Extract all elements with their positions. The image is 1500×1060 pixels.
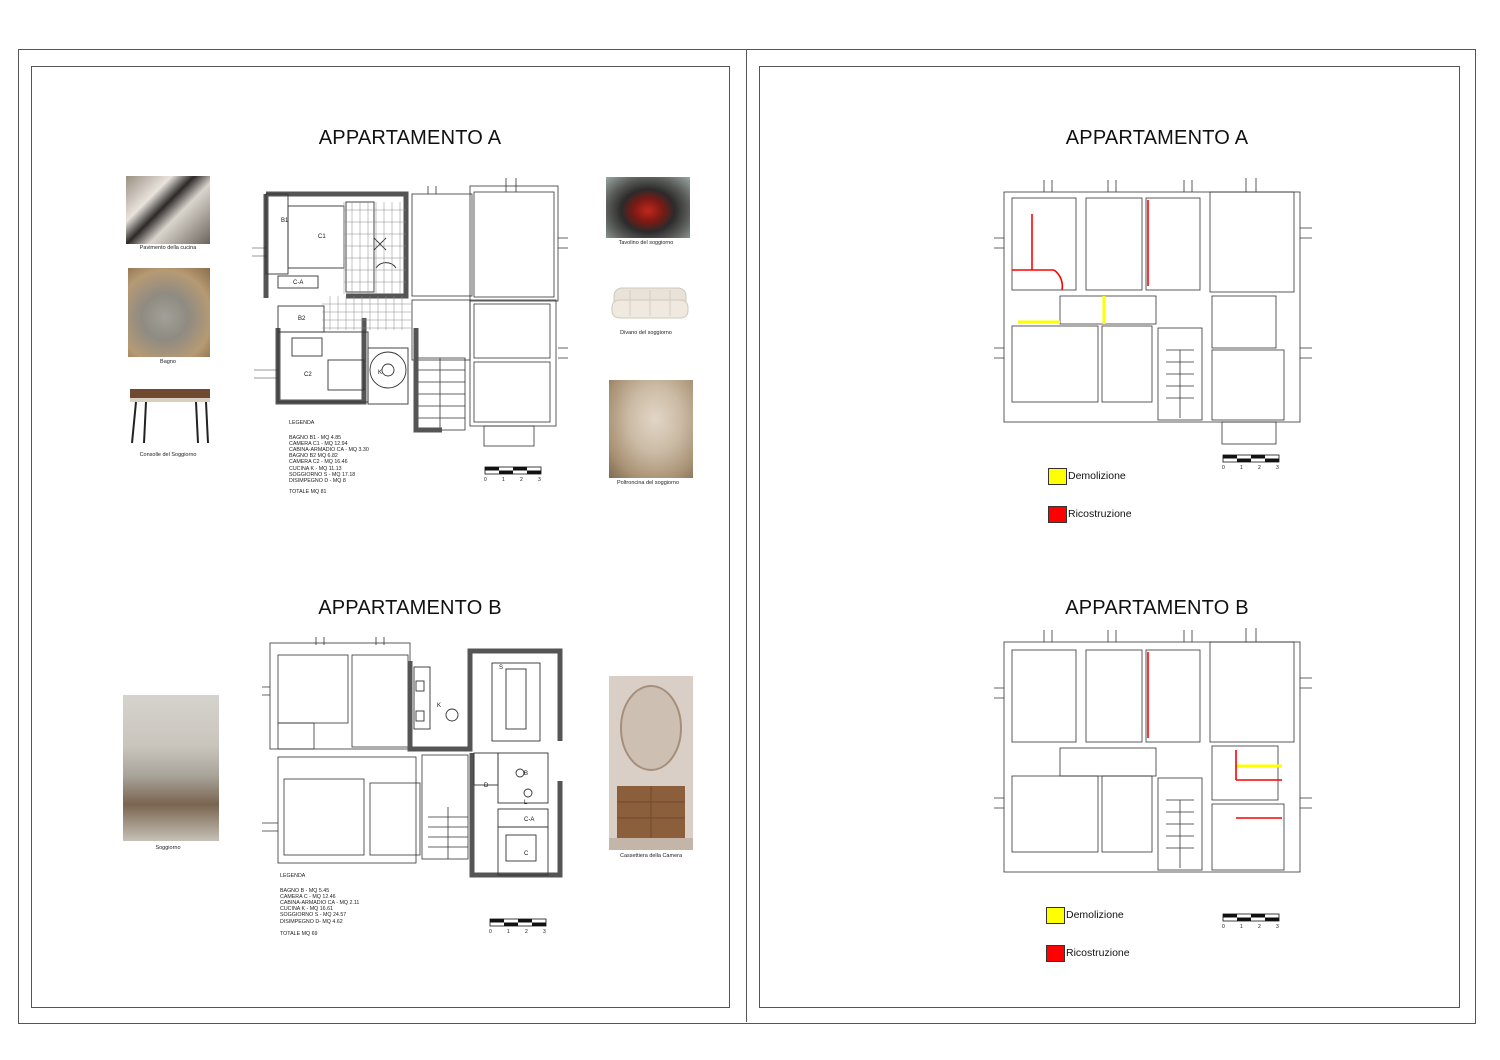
right-b-title: APPARTAMENTO B [1065,597,1249,619]
scale-tick: 3 [1276,924,1279,930]
legend-total: TOTALE MQ 69 [280,930,318,937]
room-label: K [437,703,442,709]
living-room-photo [123,695,219,841]
reconstruction-label: Ricostruzione [1068,508,1132,520]
photo-caption: Cassettiera della Camera [619,853,683,859]
photo-caption: Bagno [160,359,176,365]
left-b-title: APPARTAMENTO B [318,597,502,619]
legend-b [280,873,359,937]
floor-plan-a-works [994,178,1314,448]
legend-line: CUCINA K - MQ 11.13 [289,465,342,472]
photo-caption: Poltroncina del soggiorno [616,480,680,486]
legend-title: LEGENDA [280,873,306,879]
scale-tick: 3 [543,929,546,935]
legend-title: LEGENDA [289,420,315,426]
room-label: C-A [293,280,304,286]
scale-tick: 2 [525,929,528,935]
photo-caption: Divano del soggiorno [620,330,672,336]
room-label: B1 [281,218,289,224]
floor-plan-b [262,637,578,887]
floor-plan-a [252,178,572,450]
scale-tick: 3 [538,477,541,483]
photo-caption: Pavimento della cucina [139,245,197,251]
demolition-label: Demolizione [1066,909,1124,921]
coffee-table-photo [606,177,690,238]
scale-bar [1221,454,1283,472]
reconstruction-label: Ricostruzione [1066,947,1130,959]
scale-tick: 0 [489,929,492,935]
room-label: C2 [304,372,312,378]
scale-tick: 0 [1222,924,1225,930]
right-a-title: APPARTAMENTO A [1065,127,1249,149]
legend-line: BAGNO B2 MQ 6.82 [289,453,338,460]
legend-line: BAGNO B - MQ 5.45 [280,888,330,895]
bathroom-photo [128,268,210,357]
sheet-divider [746,49,747,1022]
scale-tick: 0 [1222,465,1225,471]
room-label: C-A [524,817,535,823]
scale-tick: 1 [1240,924,1243,930]
scale-tick: 2 [1258,465,1261,471]
demolition-label: Demolizione [1068,470,1126,482]
room-label: C [524,851,529,857]
reconstruction-swatch [1046,945,1065,962]
legend-line: DISIMPEGNO D - MQ 8 [289,477,346,484]
scale-tick: 2 [520,477,523,483]
scale-bar [1221,913,1283,931]
room-label: D [484,783,489,789]
legend-line: SOGGIORNO S - MQ 17.18 [289,471,356,478]
armchair-photo [609,380,693,478]
demolition-swatch [1046,907,1065,924]
legend-a [289,420,369,495]
legend-line: CAMERA C2 - MQ 16.46 [289,459,348,466]
demolition-swatch [1048,468,1067,485]
dresser-photo [609,676,693,850]
room-label: L [524,800,528,806]
legend-line: CUCINA K - MQ 16.61 [280,906,333,913]
legend-line: CAMERA C - MQ 12.46 [280,894,336,901]
scale-tick: 1 [502,477,505,483]
legend-line: CABINA-ARMADIO CA - MQ 2.11 [280,900,360,907]
room-label: C1 [318,234,326,240]
room-label: S [499,665,504,671]
room-label: K [378,370,383,376]
left-a-title: APPARTAMENTO A [318,127,502,149]
kitchen-floor-photo [126,176,210,244]
scale-tick: 3 [1276,465,1279,471]
legend-line: CAMERA C1 - MQ 12.94 [289,441,348,448]
room-label: B [524,771,529,777]
legend-line: DISIMPEGNO D- MQ 4.62 [280,918,343,925]
scale-bar [488,918,550,936]
photo-caption: Tavolino del soggiorno [618,240,674,246]
floor-plan-b-works [994,628,1314,890]
room-label: B2 [298,316,306,322]
scale-bar [483,466,545,484]
scale-tick: 1 [1240,465,1243,471]
sofa-photo [610,282,690,324]
photo-caption: Consolle del Soggiorno [139,452,197,458]
reconstruction-swatch [1048,506,1067,523]
console-photo [126,385,214,447]
legend-line: CABINA-ARMADIO CA - MQ 3.30 [289,447,369,454]
legend-total: TOTALE MQ 81 [289,488,327,495]
scale-tick: 1 [507,929,510,935]
photo-caption: Soggiorno [155,845,181,851]
scale-tick: 0 [484,477,487,483]
legend-line: SOGGIORNO S - MQ 24.57 [280,912,347,919]
legend-line: BAGNO B1 - MQ 4.85 [289,435,342,442]
scale-tick: 2 [1258,924,1261,930]
